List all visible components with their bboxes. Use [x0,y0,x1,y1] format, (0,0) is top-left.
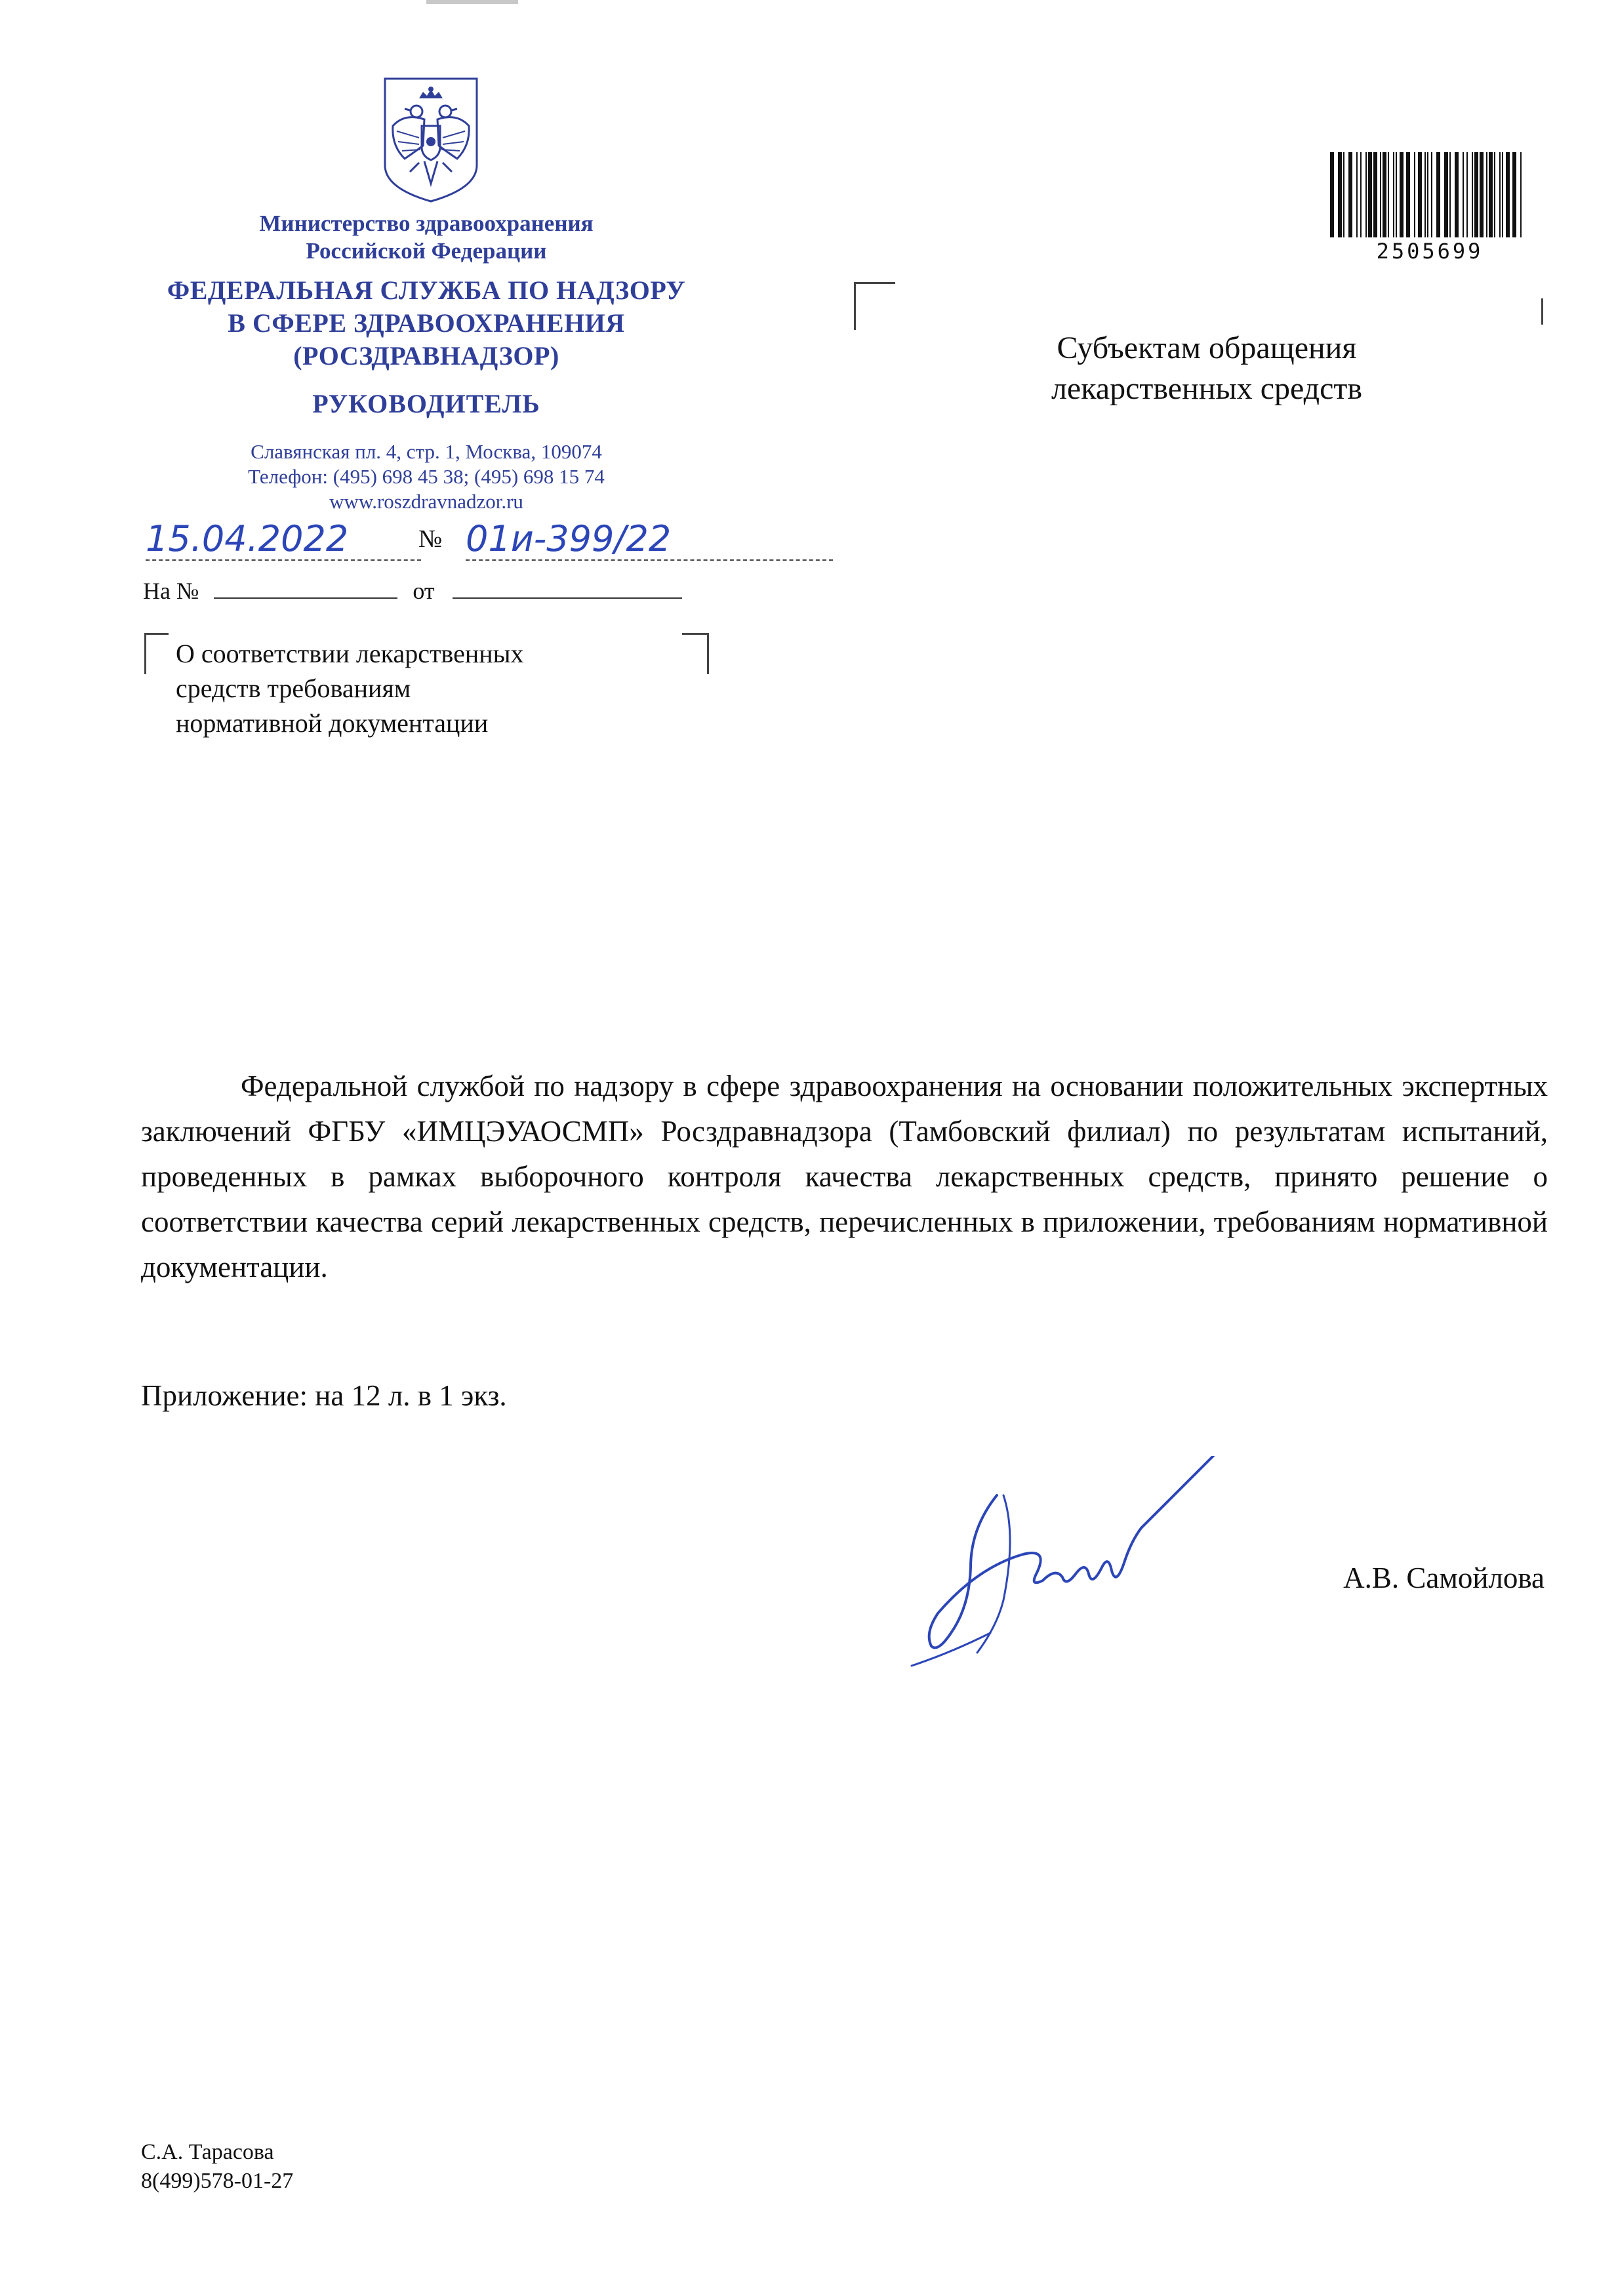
addressee-line-2: лекарственных средств [1051,371,1363,406]
addressee-line-1: Субъектам обращения [1057,331,1357,365]
barcode-bar [1480,152,1484,237]
executor-phone: 8(499)578-01-27 [141,2169,294,2193]
barcode-bar [1373,152,1377,237]
barcode-bar [1365,152,1367,237]
barcode-bar [1486,152,1487,237]
barcode-bar [1502,152,1503,237]
scan-edge-mark [426,0,518,4]
barcode-bar [1388,152,1389,237]
subject-line-1: О соответствии лекарственных [176,639,524,668]
barcode-bar [1393,152,1394,237]
barcode-bar [1343,152,1344,237]
reply-reference-line [143,577,733,605]
barcode-bar [1348,152,1352,237]
barcode-bar [1463,152,1464,237]
barcode-image [1327,152,1524,237]
barcode-bar [1466,152,1468,237]
barcode-bar [1427,152,1428,237]
barcode-bar [1499,152,1501,237]
barcode-bar [1400,152,1404,237]
barcode-bar [1330,152,1334,237]
barcode-bar [1356,152,1358,237]
barcode-bar [1472,152,1473,237]
signer-name: А.В. Самойлова [1343,1561,1545,1594]
addressee-corner-left [854,282,895,330]
addressee-block [1003,328,1410,409]
ministry-line-2: Российской Федерации [306,238,547,264]
body-paragraph: Федеральной службой по надзору в сфере здравоохранения на основании положительных экспертных заключений ФГБУ «ИМЦЭУАОСМП» Росздравнадзора (Тамбовский филиал) по результатам испытаний, проведенных в рамках выборочного контроля качества лекарственных средств, принято решение о соответствии качества серий лекарственных средств, перечисленных в приложении, требованиям нормативной документации. [141,1070,1548,1283]
barcode-bar [1368,152,1372,237]
barcode-bar [1414,152,1415,237]
ministry-name [157,210,695,265]
barcode-bar [1506,152,1510,237]
ministry-line-1: Министерство здравоохранения [259,211,594,236]
service-line-1: ФЕДЕРАЛЬНАЯ СЛУЖБА ПО НАДЗОРУ [167,275,686,305]
barcode-bar [1360,152,1362,237]
russian-coat-of-arms-icon [378,73,483,205]
barcode-bar [1474,152,1478,237]
reply-number-blank [214,578,397,599]
barcode-bar [1455,152,1459,237]
registration-number: 01и-399/22 [466,518,833,561]
reply-to-label: На № [143,578,199,604]
executor-name: С.А. Тарасова [141,2140,274,2164]
handwritten-signature [872,1456,1240,1679]
barcode-bar [1424,152,1426,237]
service-name [131,274,721,373]
reply-date-blank [453,578,682,599]
barcode-bar [1431,152,1432,237]
service-line-3: (РОСЗДРАВНАДЗОР) [293,341,559,371]
contact-block [157,439,695,514]
phone-line: Телефон: (495) 698 45 38; (495) 698 15 74 [248,465,605,488]
subject-line-2: средств требованиям [176,674,411,703]
barcode-bar [1512,152,1516,237]
registration-date: 15.04.2022 [146,518,421,561]
attachment-note: Приложение: на 12 л. в 1 экз. [141,1379,507,1412]
address-line: Славянская пл. 4, стр. 1, Москва, 109074 [251,440,602,463]
subject-line-3: нормативной документации [176,708,489,738]
barcode-bar [1444,152,1448,237]
subject-corner-left [144,633,169,674]
barcode-bar [1436,152,1440,237]
barcode-bar [1406,152,1410,237]
addressee-corner-right [1541,298,1543,325]
number-sign: № [418,525,443,553]
barcode-number: 2505699 [1376,239,1484,264]
barcode-bar [1489,152,1493,237]
subject-block [176,636,687,740]
barcode-bar [1418,152,1422,237]
website-line: www.roszdravnadzor.ru [329,490,523,513]
from-label: от [413,578,435,604]
barcode-bar [1449,152,1451,237]
service-line-2: В СФЕРЕ ЗДРАВООХРАНЕНИЯ [228,308,625,338]
barcode-bar [1520,152,1522,237]
barcode-bar [1396,152,1397,237]
barcode-bar [1338,152,1342,237]
head-title: РУКОВОДИТЕЛЬ [312,389,540,418]
barcode-bar [1494,152,1495,237]
barcode-bar [1383,152,1386,237]
barcode-bar [1380,152,1381,237]
